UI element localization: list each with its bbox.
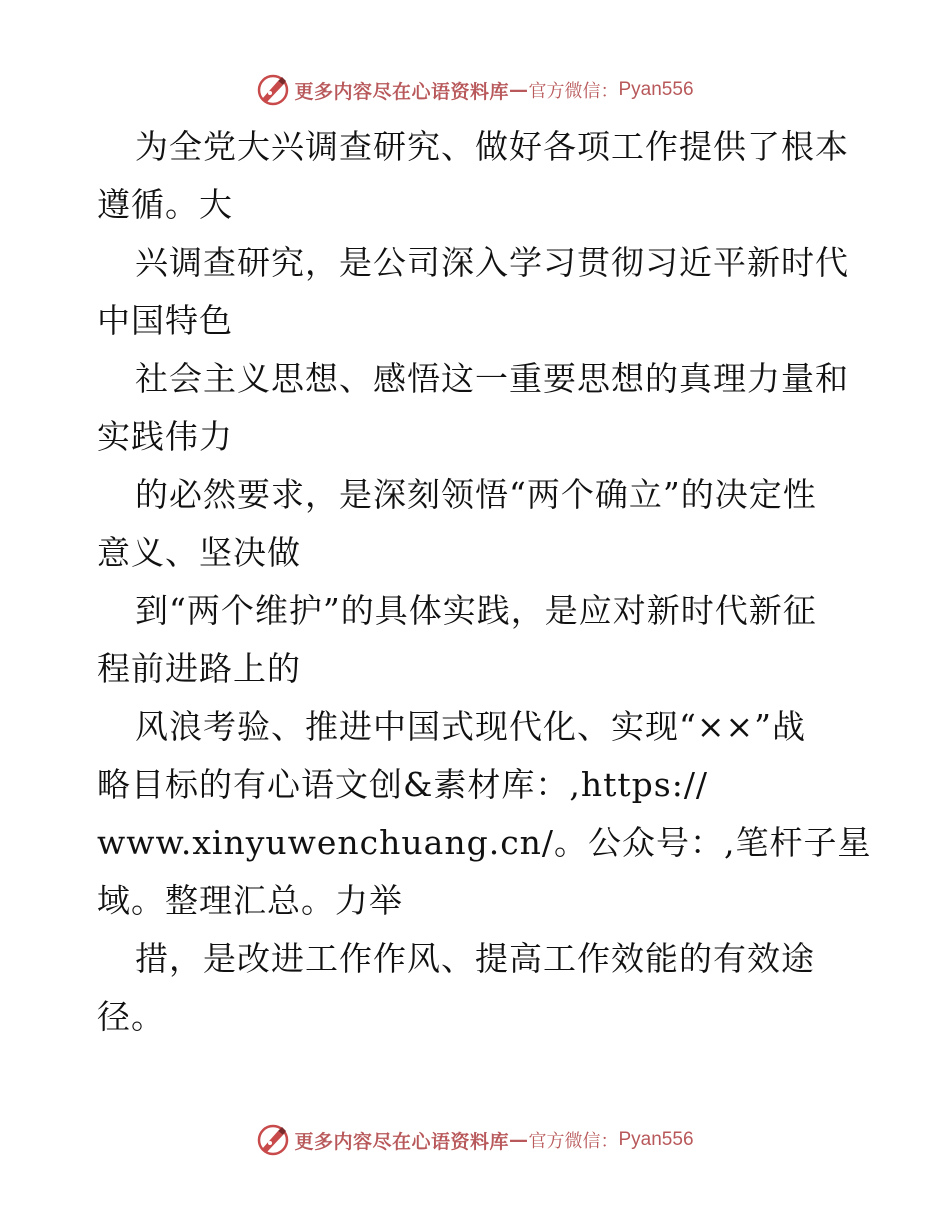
banner-wechat-label: 官方微信： bbox=[528, 1131, 619, 1152]
banner-wechat-id: Pyan556 bbox=[618, 1129, 694, 1150]
text-line: 域。整理汇总。力举 bbox=[97, 881, 403, 920]
text-line: 程前进路上的 bbox=[97, 649, 301, 688]
text-line: 中国特色 bbox=[97, 301, 233, 340]
footer-banner bbox=[0, 1118, 950, 1162]
header-banner bbox=[0, 68, 950, 112]
text-line: 的必然要求，是深刻领悟“两个确立”的决定性 bbox=[135, 475, 817, 514]
pen-nib-logo-icon bbox=[256, 73, 290, 107]
banner-dash: — bbox=[509, 1129, 529, 1151]
text-line: 到“两个维护”的具体实践，是应对新时代新征 bbox=[135, 591, 817, 630]
text-line: 措，是改进工作作风、提高工作效能的有效途 bbox=[135, 939, 815, 978]
text-line: 意义、坚决做 bbox=[97, 533, 301, 572]
text-line: www.xinyuwenchuang.cn/。公众号：,笔杆子星 bbox=[97, 823, 872, 862]
text-line: 实践伟力 bbox=[97, 417, 233, 456]
text-line: 为全党大兴调查研究、做好各项工作提供了根本 bbox=[135, 127, 849, 166]
text-line: 社会主义思想、感悟这一重要思想的真理力量和 bbox=[135, 359, 849, 398]
text-line: 兴调查研究，是公司深入学习贯彻习近平新时代 bbox=[135, 243, 849, 282]
document-body bbox=[97, 118, 872, 1046]
text-line: 遵循。大 bbox=[97, 185, 233, 224]
text-line: 风浪考验、推进中国式现代化、实现“××”战 bbox=[135, 707, 807, 746]
pen-nib-logo-icon bbox=[256, 1123, 290, 1157]
text-line: 略目标的有心语文创&素材库：,https:// bbox=[97, 765, 709, 804]
banner-dash: — bbox=[509, 79, 529, 101]
banner-site-name: 更多内容尽在心语资料库 bbox=[294, 80, 509, 103]
banner-site-name: 更多内容尽在心语资料库 bbox=[294, 1130, 509, 1153]
banner-wechat-label: 官方微信： bbox=[528, 81, 619, 102]
text-line: 径。 bbox=[97, 997, 165, 1036]
banner-wechat-id: Pyan556 bbox=[618, 79, 694, 100]
